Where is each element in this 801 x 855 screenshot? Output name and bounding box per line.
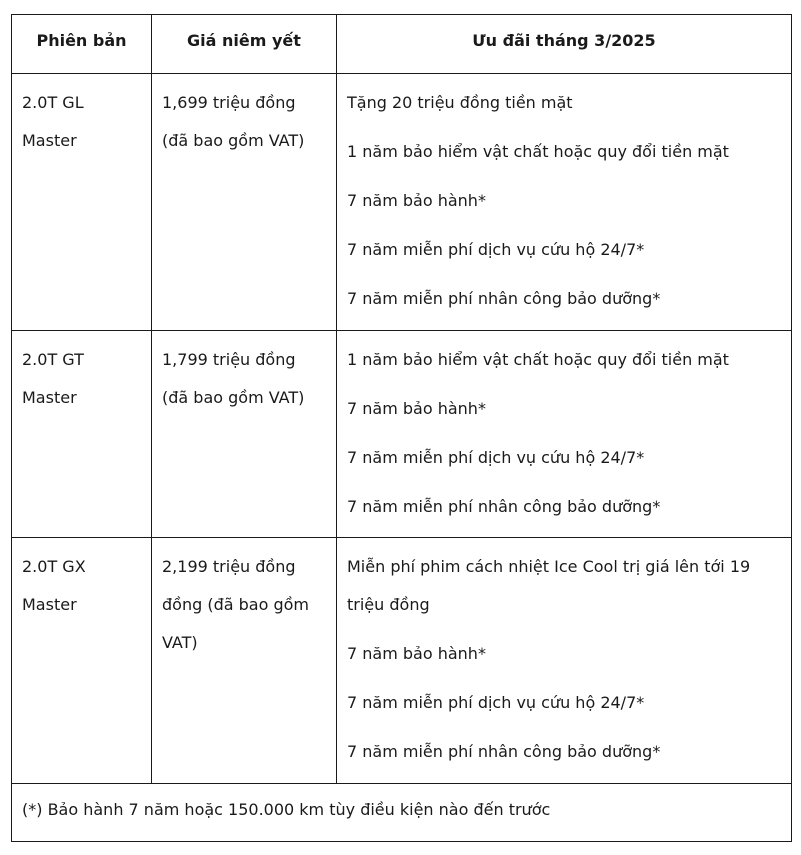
version-cell <box>12 74 152 331</box>
offer-item: 7 năm miễn phí nhân công bảo dưỡng* <box>347 742 661 761</box>
offer-item: 7 năm miễn phí nhân công bảo dưỡng* <box>347 289 661 308</box>
version-cell <box>12 538 152 784</box>
offers-cell <box>337 538 792 784</box>
header-offers: Ưu đãi tháng 3/2025 <box>337 15 792 74</box>
header-price: Giá niêm yết <box>152 15 337 74</box>
offer-item: 7 năm miễn phí nhân công bảo dưỡng* <box>347 497 661 516</box>
price-cell <box>152 74 337 331</box>
offer-item: Tặng 20 triệu đồng tiền mặt <box>347 93 573 112</box>
offer-item: 1 năm bảo hiểm vật chất hoặc quy đổi tiền mặt <box>347 350 729 369</box>
header-row <box>12 15 792 74</box>
price-label: 1,699 triệu đồng (đã bao gồm VAT) <box>162 93 305 150</box>
price-label: 1,799 triệu đồng (đã bao gồm VAT) <box>162 350 305 407</box>
offer-item: Miễn phí phim cách nhiệt Ice Cool trị giá lên tới 19 triệu đồng <box>347 557 751 614</box>
header-version: Phiên bản <box>12 15 152 74</box>
offer-item: 1 năm bảo hiểm vật chất hoặc quy đổi tiền mặt <box>347 142 729 161</box>
offer-item: 7 năm miễn phí dịch vụ cứu hộ 24/7* <box>347 693 645 712</box>
offer-item: 7 năm miễn phí dịch vụ cứu hộ 24/7* <box>347 240 645 259</box>
offers-cell <box>337 331 792 538</box>
version-label: 2.0T GX Master <box>22 557 86 614</box>
table-row <box>12 331 792 538</box>
footnote: (*) Bảo hành 7 năm hoặc 150.000 km tùy điều kiện nào đến trước <box>12 784 792 842</box>
table-row <box>12 74 792 331</box>
offer-item: 7 năm miễn phí dịch vụ cứu hộ 24/7* <box>347 448 645 467</box>
footnote-row <box>12 784 792 842</box>
price-label: 2,199 triệu đồng đồng (đã bao gồm VAT) <box>162 557 309 652</box>
version-label: 2.0T GL Master <box>22 93 84 150</box>
price-cell <box>152 331 337 538</box>
promotion-table <box>11 14 792 842</box>
table-row <box>12 538 792 784</box>
version-cell <box>12 331 152 538</box>
offers-cell <box>337 74 792 331</box>
offer-item: 7 năm bảo hành* <box>347 191 486 210</box>
offer-item: 7 năm bảo hành* <box>347 399 486 418</box>
offer-item: 7 năm bảo hành* <box>347 644 486 663</box>
price-cell <box>152 538 337 784</box>
version-label: 2.0T GT Master <box>22 350 84 407</box>
